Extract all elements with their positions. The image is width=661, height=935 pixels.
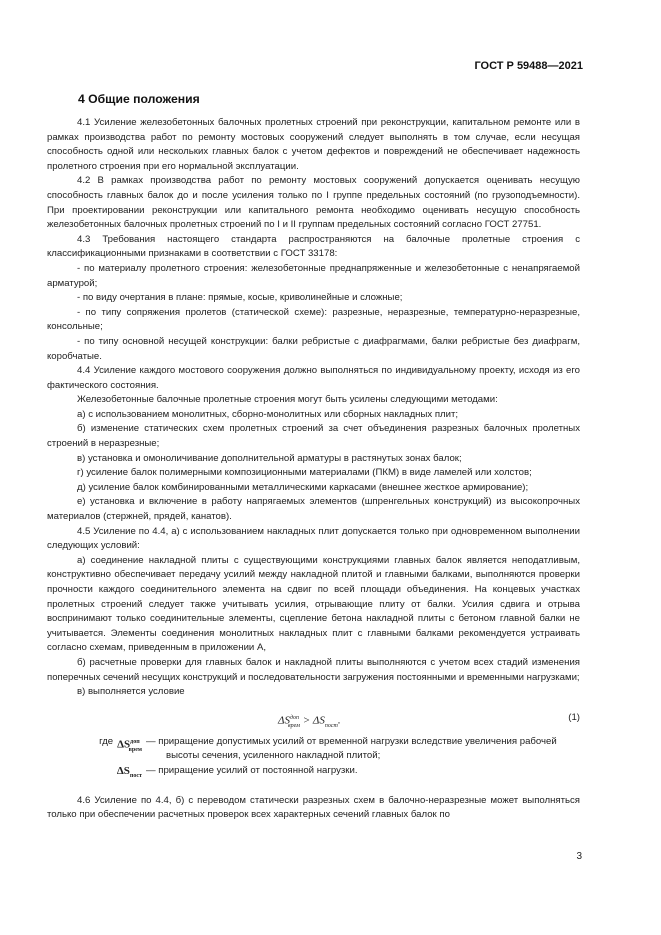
method-e: е) установка и включение в работу напрягаемых элементов (шпренгельных конструкций) из высокопрочных материалов (стержней, прядей, канатов). <box>47 496 580 523</box>
method-v: в) установка и омоноличивание дополнительной арматуры в растянутых зонах балок; <box>77 452 462 464</box>
formula-expression: $\Delta S^{доп}_{врем} > \Delta S_{пост}$. <box>278 714 341 729</box>
formula-number: (1) <box>568 711 580 723</box>
condition-v: в) выполняется условие <box>77 686 185 698</box>
paragraph-4-5: 4.5 Усиление по 4.4, а) с использованием накладных плит допускается только при одновременном выполнении следующих условий: <box>47 525 580 552</box>
method-a: а) с использованием монолитных, сборно-монолитных или сборных накладных плит; <box>77 408 459 420</box>
methods-intro: Железобетонные балочные пролетные строения могут быть усилены следующими методами: <box>77 394 498 406</box>
method-g: г) усиление балок полимерными композиционными материалами (ПКМ) в виде ламелей или холстов; <box>77 467 532 479</box>
paragraph-4-2: 4.2 В рамках производства работ по ремонту мостовых сооружений допускается оценивать несущую способность главных балок до и после усиления только по I группе предельных состояний (по грузоподъемности). При проектировании реконструкции или капитального ремонта необходимо оценивать несущую способность железобетонных балочных пролетных строений по I и II группам предельных состояний согласно ГОСТ 27751. <box>47 175 580 231</box>
definition-row <box>47 735 580 764</box>
document-body <box>47 116 580 823</box>
paragraph-4-6: 4.6 Усиление по 4.4, б) с переводом статически разрезных схем в балочно-неразрезные может выполняться только при обеспечении расчетных проверок всех характерных сечений главных балок по <box>47 794 580 821</box>
method-d: д) усиление балок комбинированными металлическими каркасами (внешнее жесткое армирование); <box>77 481 529 493</box>
definition-row <box>47 764 580 784</box>
list-item-structure-type: - по типу основной несущей конструкции: балки ребристые с диафрагмами, балки ребристые без диафрагм, коробчатые. <box>47 335 580 362</box>
list-item-material: - по материалу пролетного строения: железобетонные преднапряженные и железобетонные с ненапрягаемой арматурой; <box>47 262 580 289</box>
definition-text: — приращение допустимых усилий от временной нагрузки вследствие увеличения рабочей <box>146 735 557 747</box>
formula-definitions <box>47 735 580 784</box>
section-title: 4 Общие положения <box>78 92 200 106</box>
where-label: где <box>99 735 114 747</box>
condition-b: б) расчетные проверки для главных балок и накладной плиты выполняются с учетом всех стадий изменения поперечных сечений несущих конструкций и последовательности загружения постоянными и временными нагрузками; <box>47 656 580 683</box>
definition-text-continued: высоты сечения, усиленного накладной плитой; <box>166 750 381 762</box>
standard-header: ГОСТ Р 59488—2021 <box>474 60 583 72</box>
list-item-span-scheme: - по типу сопряжения пролетов (статической схеме): разрезные, неразрезные, температурно-неразрезные, консольные; <box>47 306 580 333</box>
definition-symbol: $\Delta S_{пост}$ <box>116 764 142 780</box>
condition-a: а) соединение накладной плиты с существующими конструкциями главных балок является неподатливым, конструктивно обеспечивает передачу усилий между накладной плитой и главными балками, выполняются проверки прочности каждого соединительного элемента на сдвиг по всей площади объединения. На концевых участках пролетных строений следует также учитывать усилия, отрывающие плиту от балки. Усилия сдвига и отрыва воспринимают только соединительные элементы, сцепление бетона накладной плиты с бетоном главной балки не учитывается. Элементы соединения монолитных накладных плит с главными балками рекомендуется устраивать согласно схемам, приведенным в приложении А, <box>47 554 580 654</box>
paragraph-4-3: 4.3 Требования настоящего стандарта распространяются на балочные пролетные строения с классификационными признаками в соответствии с ГОСТ 33178: <box>47 233 580 260</box>
paragraph-4-4: 4.4 Усиление каждого мостового сооружения должно выполняться по индивидуальному проекту, исходя из его фактического состояния. <box>47 365 580 391</box>
list-item-plan-shape: - по виду очертания в плане: прямые, косые, криволинейные и сложные; <box>77 292 403 304</box>
definition-symbol: $\Delta S^{доп}_{врем}$ <box>117 738 142 753</box>
paragraph-4-1: 4.1 Усиление железобетонных балочных пролетных строений при реконструкции, капитальном ремонте или в рамках производства работ по ремонту мостовых сооружений следует выполнять в том случае, если несущая способность одной или нескольких главных балок с учетом дефектов и повреждений не обеспечивает надежность пролетного строения при его нормальной эксплуатации. <box>47 117 580 172</box>
definition-text: — приращение усилий от постоянной нагрузки. <box>146 764 358 776</box>
method-b: б) изменение статических схем пролетных строений за счет объединения разрезных балочных пролетных строений в неразрезные; <box>47 423 580 450</box>
formula-1 <box>47 707 580 731</box>
page-number: 3 <box>576 851 582 862</box>
